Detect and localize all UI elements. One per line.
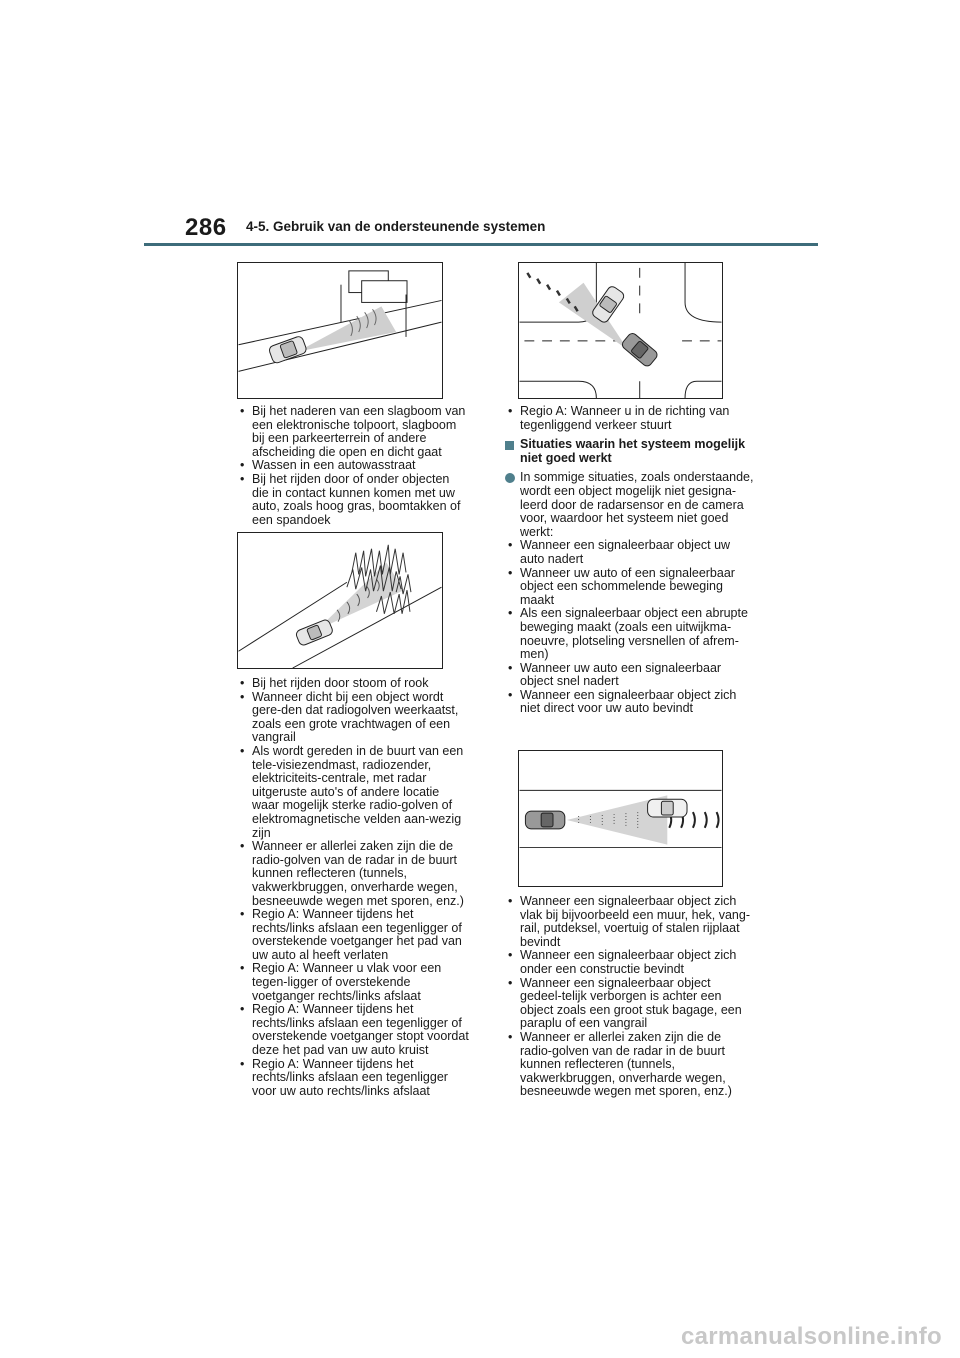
header-rule [144,243,818,246]
figure-object-offset [518,750,723,887]
list-item: • Bij het rijden door stoom of rook [237,677,469,691]
figure-tall-grass [237,532,443,669]
list-item: • Regio A: Wanneer tijdens het rechts/links afslaan een tegenligger of overstekende voetganger het pad van uw auto al heeft verlaten [237,908,469,962]
right-column-block-3 [505,895,755,1099]
page-number: 286 [185,214,227,241]
list-item: • Regio A: Wanneer tijdens het rechts/links afslaan een tegenligger voor uw auto rechts/links afslaat [237,1058,469,1099]
right-column-block-1 [505,405,755,716]
list-item: • Als een signaleerbaar object een abrupte beweging maakt (zoals een uitwijkma-noeuvre, plotseling versnellen of afrem-men) [505,607,755,661]
note-text: In sommige situaties, zoals onderstaande, wordt een object mogelijk niet gesigna-leerd door de radarsensor en de camera voor, waardoor het systeem niet goed werkt: [520,470,754,539]
list-item: • Wanneer uw auto een signaleerbaar object snel nadert [505,662,755,689]
watermark: carmanualsonline.info [680,1323,942,1350]
list-item: • Regio A: Wanneer u vlak voor een tegen-ligger of overstekende voetganger rechts/links afslaat [237,962,469,1003]
figure-intersection-turn [518,262,723,399]
subheading-text: Situaties waarin het systeem mogelijk niet goed werkt [520,437,746,465]
square-bullet-icon [505,441,514,450]
list-item: • Als wordt gereden in de buurt van een tele-visiezendmast, radiozender, elektriciteits-centrale, met radar uitgeruste auto's of andere locatie waar mogelijk sterke radio-golven of elektromagnetische velden aan-wezig zijn [237,745,469,840]
left-column-block-1 [237,405,469,527]
list-item: • Wanneer een signaleerbaar object zich onder een constructie bevindt [505,949,755,976]
figure-tollgate-barrier [237,262,443,399]
list-item: • Wanneer dicht bij een object wordt gere-den dat radiogolven weerkaatst, zoals een grote vrachtwagen of een vangrail [237,691,469,745]
list-item: • Wassen in een autowasstraat [237,459,469,473]
list-item: • Bij het naderen van een slagboom van een elektronische tolpoort, slagboom bij een parkeerterrein of andere afscheiding die open en dicht gaat [237,405,469,459]
list-item: • Wanneer een signaleerbaar object zich niet direct voor uw auto bevindt [505,689,755,716]
section-title: 4-5. Gebruik van de ondersteunende systemen [246,219,546,234]
list-item: • Regio A: Wanneer u in de richting van tegenliggend verkeer stuurt [505,405,755,432]
circle-bullet-icon [505,473,515,483]
list-item: • Wanneer uw auto of een signaleerbaar object een schommelende beweging maakt [505,567,755,608]
list-item: • Wanneer een signaleerbaar object zich vlak bij bijvoorbeeld een muur, hek, vang-rail, putdeksel, voertuig of stalen rijplaat bevindt [505,895,755,949]
list-item: • Wanneer er allerlei zaken zijn die de radio-golven van de radar in de buurt kunnen reflecteren (tunnels, vakwerkbruggen, onverharde wegen, besneeuwde wegen met sporen, enz.) [237,840,469,908]
list-item: • Bij het rijden door of onder objecten die in contact kunnen komen met uw auto, zoals hoog gras, boomtakken of een spandoek [237,473,469,527]
note-paragraph [505,471,755,539]
left-column-block-2 [237,677,469,1098]
list-item: • Regio A: Wanneer tijdens het rechts/links afslaan een tegenligger of overstekende voetganger stopt voordat deze het pad van uw auto kruist [237,1003,469,1057]
list-item: • Wanneer een signaleerbaar object gedeel-telijk verborgen is achter een object zoals een groot stuk bagage, een paraplu of een vangrail [505,977,755,1031]
list-item: • Wanneer er allerlei zaken zijn die de radio-golven van de radar in de buurt kunnen reflecteren (tunnels, vakwerkbruggen, onverharde wegen, besneeuwde wegen met sporen, enz.) [505,1031,755,1099]
section-subheading [505,438,755,465]
list-item: • Wanneer een signaleerbaar object uw auto nadert [505,539,755,566]
